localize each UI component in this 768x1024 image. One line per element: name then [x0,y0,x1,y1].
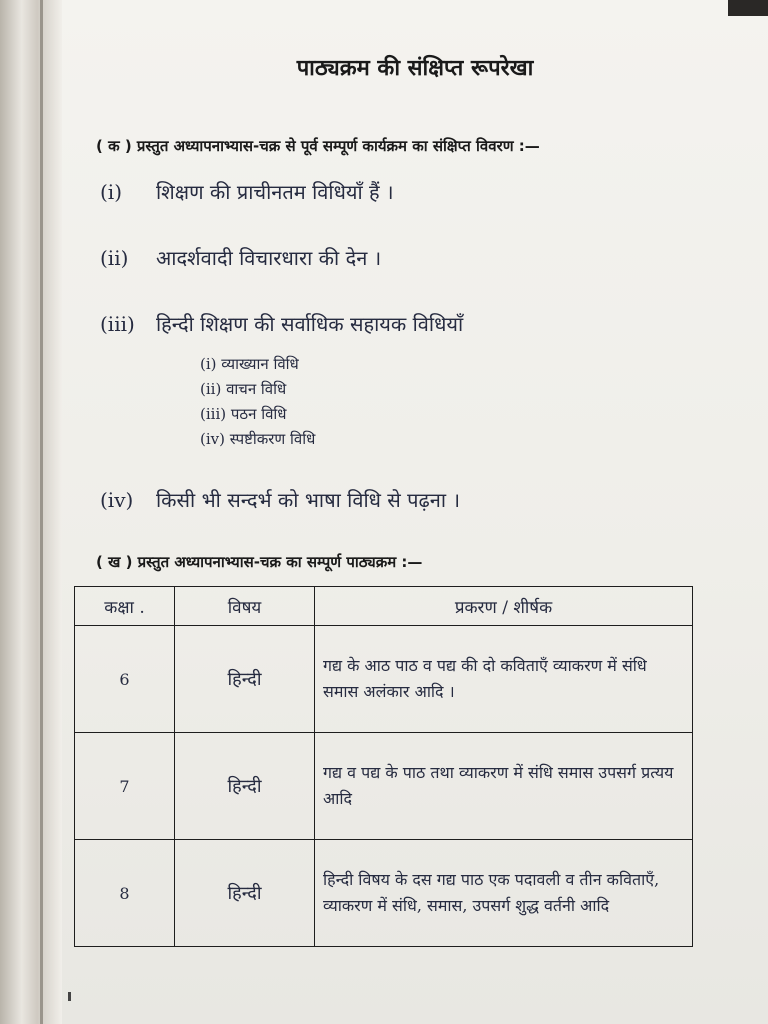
cell-subject: हिन्दी [175,626,315,733]
table-header-row [75,587,693,626]
sub-list-item: (iii) पठन विधि [200,405,287,423]
column-header-topic: प्रकरण / शीर्षक [315,587,693,626]
page-title: पाठ्यक्रम की संक्षिप्त रूपरेखा [296,56,534,81]
list-item [100,310,463,337]
cell-class: 6 [75,626,175,733]
table-row [75,626,693,733]
cell-topic: हिन्दी विषय के दस गद्य पाठ एक पदावली व तीन कविताएँ, व्याकरण में संधि, समास, उपसर्ग शुद्ध वर्तनी आदि [315,840,693,947]
sub-list-item: (i) व्याख्यान विधि [200,355,299,373]
column-header-class: कक्षा . [75,587,175,626]
list-item-number: (i) [100,180,123,204]
cell-subject: हिन्दी [175,840,315,947]
list-item-number: (ii) [100,246,129,270]
list-item-number: (iv) [100,488,134,512]
page-corner-shadow [728,0,768,16]
cell-subject: हिन्दी [175,733,315,840]
sub-list [200,352,315,452]
cell-topic: गद्य के आठ पाठ व पद्य की दो कविताएँ व्याकरण में संधि समास अलंकार आदि । [315,626,693,733]
section-a-heading: ( क ) प्रस्तुत अध्यापनाभ्यास-चक्र से पूर्व सम्पूर्ण कार्यक्रम का संक्षिप्त विवरण :— [96,137,540,155]
column-header-subject: विषय [175,587,315,626]
list-item-text: हिन्दी शिक्षण की सर्वाधिक सहायक विधियाँ [156,312,464,336]
list-item-text: आदर्शवादी विचारधारा की देन । [156,246,382,270]
cell-class: 8 [75,840,175,947]
list-item [100,486,460,513]
list-item-text: किसी भी सन्दर्भ को भाषा विधि से पढ़ना । [156,488,461,512]
cell-topic: गद्य व पद्य के पाठ तथा व्याकरण में संधि समास उपसर्ग प्रत्यय आदि [315,733,693,840]
table-row [75,840,693,947]
list-item-number: (iii) [100,312,135,336]
list-item [100,178,394,205]
list-item-text: शिक्षण की प्राचीनतम विधियाँ हैं । [156,180,394,204]
sub-list-item: (ii) वाचन विधि [200,380,287,398]
list-item [100,244,381,271]
syllabus-table [74,586,693,947]
binding-edge [40,0,43,1024]
sub-list-item: (iv) स्पष्टीकरण विधि [200,430,316,448]
ink-mark [68,992,71,1001]
cell-class: 7 [75,733,175,840]
table-row [75,733,693,840]
book-binding [0,0,62,1024]
section-b-heading: ( ख ) प्रस्तुत अध्यापनाभ्यास-चक्र का सम्पूर्ण पाठ्यक्रम :— [96,553,423,571]
